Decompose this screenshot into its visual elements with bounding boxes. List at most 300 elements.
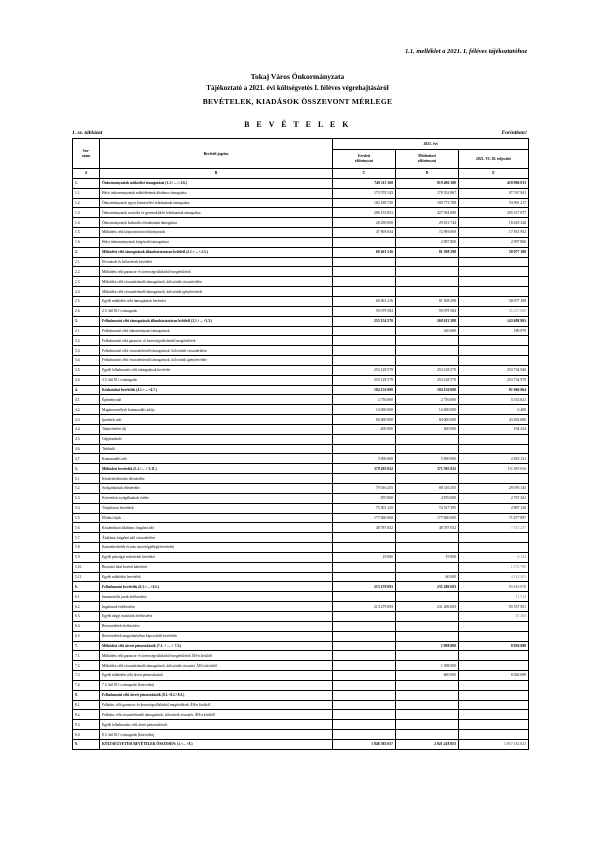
actual-amount: 16 618 326 (459, 218, 529, 228)
actual-amount: 8 826 698 (459, 641, 529, 651)
table-row (73, 523, 529, 533)
actual-amount: 2 997 800 (459, 237, 529, 247)
table-row (73, 474, 529, 484)
row-label: 3.5.-ből EU-s támogatás (100, 375, 333, 385)
actual-amount (459, 533, 529, 543)
original-amount (333, 237, 396, 247)
modified-amount: 268 012 388 (396, 316, 459, 326)
actual-amount: 8 826 698 (459, 671, 529, 681)
table-row (73, 434, 529, 444)
table-row (73, 316, 529, 326)
table-row (73, 621, 529, 631)
row-number: 2.2. (73, 267, 100, 277)
actual-amount (459, 631, 529, 641)
row-number: 1.5. (73, 228, 100, 238)
row-number: 5.2. (73, 484, 100, 494)
table-row (73, 454, 529, 464)
row-label: Tulajdonosi bevételek (100, 503, 333, 513)
actual-amount (459, 267, 529, 277)
table-row (73, 228, 529, 238)
row-label: Biztosító által fizetett kártérítés (100, 562, 333, 572)
row-number: 5.4. (73, 503, 100, 513)
original-amount (333, 631, 396, 641)
header-letter-d: D (396, 169, 459, 179)
modified-amount: 253 128 579 (396, 375, 459, 385)
row-label: Egyéb felhalmozási célú átvett pénzeszközök (100, 720, 333, 730)
row-label: Ellátási díjak (100, 513, 333, 523)
original-amount: 69 461 216 (333, 247, 396, 257)
row-label: Önkormányzatok szociális és gyermekjóléti feladatainak támogatása (100, 208, 333, 218)
table-row (73, 562, 529, 572)
original-amount (333, 730, 396, 740)
row-label: Önkormányzatok egyes köznevelési feladatainak támogatása (100, 198, 333, 208)
original-amount (333, 533, 396, 543)
modified-amount (396, 287, 459, 297)
modified-amount (396, 651, 459, 661)
row-number: 6.1. (73, 592, 100, 602)
modified-amount: 184 156 000 (396, 385, 459, 395)
modified-amount: 400 000 (396, 424, 459, 434)
actual-amount: 2 767 341 (459, 493, 529, 503)
header-actual: 2021. VI. 30. teljesítés (459, 150, 529, 169)
modified-amount (396, 336, 459, 346)
actual-amount: 47 264 (459, 611, 529, 621)
table-row (73, 552, 529, 562)
actual-amount: 11 314 (459, 592, 529, 602)
row-label: Szolgáltatások ellenértéke (100, 484, 333, 494)
row-number: 4.4. (73, 424, 100, 434)
actual-amount: 6 124 (459, 552, 529, 562)
row-label: Működési célú átvett pénzeszközök (7.1. + … + 7.3.) (100, 641, 333, 651)
row-number: 1.2. (73, 198, 100, 208)
modified-amount: 2 021 418 853 (396, 739, 459, 749)
modified-amount: 1 998 000 (396, 641, 459, 651)
actual-amount: 29 076 145 (459, 484, 529, 494)
row-number: 3.4. (73, 356, 100, 366)
actual-amount: 2 807 130 (459, 503, 529, 513)
row-label: Építményadó (100, 395, 333, 405)
table-row (73, 424, 529, 434)
row-number: 5.7. (73, 533, 100, 543)
actual-amount: 4 112 201 (459, 572, 529, 582)
modified-amount (396, 562, 459, 572)
actual-amount (459, 651, 529, 661)
actual-amount (459, 474, 529, 484)
table-row (73, 188, 529, 198)
modified-amount (396, 680, 459, 690)
table-row (73, 503, 529, 513)
actual-amount: 111 099 656 (459, 464, 529, 474)
table-row (73, 375, 529, 385)
table-body (73, 178, 529, 749)
row-number: 4.5. (73, 434, 100, 444)
original-amount: 870 000 (333, 493, 396, 503)
modified-amount: 48 787 652 (396, 523, 459, 533)
original-amount: 253 128 579 (333, 365, 396, 375)
table-row (73, 346, 529, 356)
table-row (73, 415, 529, 425)
table-row (73, 680, 529, 690)
row-number: 7.1. (73, 651, 100, 661)
original-amount: 19 000 (333, 552, 396, 562)
row-label: Kiszámlázott általános forgalmi adó (100, 523, 333, 533)
modified-amount: 59 079 584 (396, 306, 459, 316)
table-row (73, 336, 529, 346)
original-amount: 740 113 168 (333, 178, 396, 188)
original-amount (333, 720, 396, 730)
original-amount: 75 501 125 (333, 503, 396, 513)
row-label: Működési célú támogatások államháztartáson belülről (2.1.+…+.2.5.) (100, 247, 333, 257)
row-number: 6.2. (73, 602, 100, 612)
original-amount: 48 787 652 (333, 523, 396, 533)
actual-amount (459, 690, 529, 700)
original-amount: 400 000 (333, 424, 396, 434)
table-row (73, 710, 529, 720)
table-row (73, 237, 529, 247)
table-row (73, 493, 529, 503)
row-number: 5. (73, 464, 100, 474)
modified-amount (396, 434, 459, 444)
modified-amount (396, 592, 459, 602)
modified-amount: 177 000 000 (396, 513, 459, 523)
actual-amount: 6 400 (459, 405, 529, 415)
row-number: 8.1. (73, 700, 100, 710)
row-number: 6.4. (73, 621, 100, 631)
actual-amount (459, 680, 529, 690)
modified-amount: 231 286 693 (396, 582, 459, 592)
row-number: 4.2. (73, 405, 100, 415)
row-number: 7.2. (73, 661, 100, 671)
original-amount (333, 562, 396, 572)
header-letter-e: E (459, 169, 529, 179)
header-letter-b: B (100, 169, 333, 179)
row-number: 4.1. (73, 395, 100, 405)
actual-amount: 85 616 979 (459, 582, 529, 592)
actual-amount: 58 077 180 (459, 296, 529, 306)
original-amount: 69 461 216 (333, 296, 396, 306)
original-amount: 253 154 570 (333, 316, 396, 326)
row-number: 7.4. (73, 680, 100, 690)
row-label: Egyéb felhalmozási célú támogatások bevételei (100, 365, 333, 375)
original-amount (333, 641, 396, 651)
original-amount: 14 000 000 (333, 405, 396, 415)
actual-amount: 143 698 865 (459, 316, 529, 326)
modified-amount (396, 700, 459, 710)
row-label: 8.3.-ból EU-s támogatás (közvetlen) (100, 730, 333, 740)
row-number: 5.8. (73, 543, 100, 553)
table-row (73, 484, 529, 494)
original-amount (333, 277, 396, 287)
modified-amount (396, 444, 459, 454)
header-row-no: Sor- szám (73, 139, 100, 169)
row-number: 2.3. (73, 277, 100, 287)
row-label: Felhalmozási célú garancia- és kezességvállalásból megtérülések (100, 336, 333, 346)
table-row (73, 533, 529, 543)
row-label: Egyéb működési bevételek (100, 572, 333, 582)
modified-amount (396, 356, 459, 366)
table-row (73, 444, 529, 454)
original-amount (333, 434, 396, 444)
row-label: Részesedések megszűnéséhez kapcsolódó bevételek (100, 631, 333, 641)
row-label: Közvetített szolgáltatások értéke (100, 493, 333, 503)
modified-amount: 81 508 298 (396, 247, 459, 257)
row-number: 5.3. (73, 493, 100, 503)
original-amount: 28 290 000 (333, 218, 396, 228)
table-row (73, 208, 529, 218)
row-number: 1.6. (73, 237, 100, 247)
row-number: 2.4. (73, 287, 100, 297)
original-amount (333, 257, 396, 267)
row-label: Egyéb működési célú átvett pénzeszközök (100, 671, 333, 681)
original-amount (333, 572, 396, 582)
modified-amount: 253 128 579 (396, 365, 459, 375)
row-number: 3.5. (73, 365, 100, 375)
row-number: 4.6. (73, 444, 100, 454)
table-row (73, 611, 529, 621)
row-label: Kommunális adó (100, 454, 333, 464)
table-row (73, 277, 529, 287)
original-amount (333, 592, 396, 602)
original-amount (333, 287, 396, 297)
row-number: 8.4. (73, 730, 100, 740)
table-row (73, 641, 529, 651)
original-amount: 2 756 000 (333, 395, 396, 405)
report-subtitle: Tájékoztató a 2021. évi költségvetés I. féléves végrehajtásáról (206, 84, 389, 92)
row-label: Önkormányzatok kulturális feladatainak támogatása (100, 218, 333, 228)
original-amount (333, 326, 396, 336)
modified-amount (396, 474, 459, 484)
table-row (73, 198, 529, 208)
modified-amount (396, 346, 459, 356)
table-row (73, 543, 529, 553)
row-label: 7.3.-ból EU-s támogatás (közvetlen) (100, 680, 333, 690)
actual-amount (459, 356, 529, 366)
row-label: Kamatbevételek és más nyereségjellegű bevételek (100, 543, 333, 553)
row-number: 6.3. (73, 611, 100, 621)
row-label: Felhalmozási célú önkormányzati támogatások (100, 326, 333, 336)
row-label: Ingatlanok értékesítése (100, 602, 333, 612)
row-label: Működési célú visszatérítendő támogatások, kölcsönök visszatér. ÁH-n kívülről (100, 661, 333, 671)
actual-amount (459, 277, 529, 287)
actual-amount: 253 734 979 (459, 375, 529, 385)
row-label: Általános forgalmi adó visszatérítése (100, 533, 333, 543)
actual-amount (459, 700, 529, 710)
modified-amount: 4 870 000 (396, 493, 459, 503)
row-label: Felhalm. célú garancia- és kezességvállalásból megtérülések ÁH-n kívülről (100, 700, 333, 710)
modified-amount (396, 533, 459, 543)
modified-amount (396, 257, 459, 267)
row-label: Felhalm. célú visszatérítendő támogatások, kölcsönök visszatér. ÁH-n kívülről (100, 710, 333, 720)
modified-amount: 88 316 255 (396, 484, 459, 494)
original-amount: 213 279 693 (333, 582, 396, 592)
actual-amount: 253 734 940 (459, 365, 529, 375)
table-row (73, 572, 529, 582)
table-row (73, 513, 529, 523)
actual-amount: 2 825 121 (459, 454, 529, 464)
modified-amount: 371 505 032 (396, 464, 459, 474)
original-amount: 173 578 143 (333, 188, 396, 198)
table-row (73, 720, 529, 730)
actual-amount: 7 515 237 (459, 523, 529, 533)
row-label: Iparűzési adó (100, 415, 333, 425)
table-row (73, 257, 529, 267)
unit-label: Forintban! (501, 130, 527, 136)
row-number: 3. (73, 316, 100, 326)
row-label: Talajterhelési díj (100, 424, 333, 434)
modified-amount: 178 352 867 (396, 188, 459, 198)
actual-amount (459, 287, 529, 297)
row-label: Telekadó (100, 444, 333, 454)
balance-title: BEVÉTELEK, KIADÁSOK ÖSSZEVONT MÉRLEGE (202, 97, 393, 106)
row-number: 2.1. (73, 257, 100, 267)
table-row (73, 356, 529, 366)
original-amount: 5 000 000 (333, 454, 396, 464)
original-amount (333, 690, 396, 700)
actual-amount: 418 086 813 (459, 178, 529, 188)
page-title: Tokaj Város Önkormányzata (250, 72, 345, 81)
row-label: Felhalmozási bevételek (6.1.+…+6.5.) (100, 582, 333, 592)
actual-amount (459, 543, 529, 553)
actual-amount (459, 336, 529, 346)
table-row (73, 602, 529, 612)
modified-amount: 60 000 (396, 572, 459, 582)
table-row (73, 730, 529, 740)
row-label: Helyi önkormányzatok működésének általános támogatása (100, 188, 333, 198)
row-number: 6.5. (73, 631, 100, 641)
actual-amount: 85 557 921 (459, 602, 529, 612)
actual-amount: 43 492 000 (459, 415, 529, 425)
table-row (73, 739, 529, 749)
row-label: Működési célú visszatérítendő támogatások, kölcsönök visszatérülése (100, 277, 333, 287)
modified-amount: 195 772 789 (396, 198, 459, 208)
row-number: 3.6. (73, 375, 100, 385)
table-row (73, 651, 529, 661)
modified-amount (396, 720, 459, 730)
actual-amount: 17 851 952 (459, 228, 529, 238)
actual-amount: 81 966 064 (459, 385, 529, 395)
row-label: Gépjárműadó (100, 434, 333, 444)
original-amount: 182 189 720 (333, 198, 396, 208)
modified-amount: 84 000 000 (396, 415, 459, 425)
modified-amount: 14 000 000 (396, 405, 459, 415)
original-amount (333, 661, 396, 671)
modified-amount: 1 398 000 (396, 661, 459, 671)
table-row (73, 661, 529, 671)
modified-amount: 231 286 693 (396, 602, 459, 612)
modified-amount: 5 000 000 (396, 454, 459, 464)
modified-amount (396, 277, 459, 287)
header-letter-c: C (333, 169, 396, 179)
table-row (73, 405, 529, 415)
table-row (73, 385, 529, 395)
row-number: 5.11. (73, 572, 100, 582)
modified-amount: 600 000 (396, 671, 459, 681)
row-label: Felhalmozási célú visszatérítendő támogatások, kölcsönök visszatérülése (100, 346, 333, 356)
original-amount: 59 079 584 (333, 306, 396, 316)
actual-amount: 205 517 677 (459, 208, 529, 218)
row-number: 4.7. (73, 454, 100, 464)
original-amount (333, 356, 396, 366)
header-item: Bevételi jogcím (100, 139, 333, 169)
original-amount (333, 671, 396, 681)
original-amount (333, 680, 396, 690)
row-number: 5.1. (73, 474, 100, 484)
row-label: Közhatalmi bevételek (4.1.+…+4.7.) (100, 385, 333, 395)
row-number: 5.6. (73, 523, 100, 533)
row-label: Működési célú központosított előirányzatok (100, 228, 333, 238)
row-number: 1. (73, 178, 100, 188)
revenue-table (72, 138, 529, 750)
row-number: 3.3. (73, 346, 100, 356)
row-number: 2.6. (73, 306, 100, 316)
row-number: 8.2. (73, 710, 100, 720)
table-row (73, 671, 529, 681)
header-letter-a: A (73, 169, 100, 179)
actual-amount: 1 572 796 (459, 562, 529, 572)
table-row (73, 326, 529, 336)
actual-amount: 71 677 897 (459, 513, 529, 523)
row-label: Immateriális javak értékesítése (100, 592, 333, 602)
modified-amount: 427 934 880 (396, 208, 459, 218)
table-row (73, 306, 529, 316)
actual-amount: 97 767 941 (459, 188, 529, 198)
table-row (73, 582, 529, 592)
modified-amount: 72 993 600 (396, 228, 459, 238)
table-row (73, 464, 529, 474)
modified-amount (396, 710, 459, 720)
actual-amount: 45 257 009 (459, 306, 529, 316)
modified-amount: 819 486 380 (396, 178, 459, 188)
actual-amount (459, 621, 529, 631)
original-amount: 84 000 000 (333, 415, 396, 425)
table-row (73, 395, 529, 405)
table-row (73, 247, 529, 257)
modified-amount: 19 000 (396, 552, 459, 562)
table-row (73, 700, 529, 710)
row-number: 8. (73, 690, 100, 700)
row-label: Készletértékesítés ellenértéke (100, 474, 333, 484)
original-amount (333, 267, 396, 277)
actual-amount (459, 720, 529, 730)
original-amount: 177 000 000 (333, 513, 396, 523)
row-number: 7.3. (73, 671, 100, 681)
row-label: Egyéb tárgyi eszközök értékesítése (100, 611, 333, 621)
row-label: Elvonások és befizetések bevételei (100, 257, 333, 267)
original-amount (333, 621, 396, 631)
modified-amount (396, 611, 459, 621)
original-amount: 184 156 000 (333, 385, 396, 395)
row-number: 2. (73, 247, 100, 257)
row-number: 1.3. (73, 208, 100, 218)
row-label: 2.5.-ből EU-s támogatás (100, 306, 333, 316)
modified-amount: 2 756 000 (396, 395, 459, 405)
modified-amount: 320 680 (396, 326, 459, 336)
row-label: Működési célú garancia- és kezességvállalásból megtérülések (100, 267, 333, 277)
row-label: Felhalmozási célú visszatérítendő támogatások, kölcsönök igénybevétele (100, 356, 333, 366)
original-amount: 253 128 579 (333, 375, 396, 385)
actual-amount: 180 979 (459, 326, 529, 336)
modified-amount (396, 621, 459, 631)
actual-amount: 53 901 217 (459, 198, 529, 208)
row-number: 7. (73, 641, 100, 651)
actual-amount (459, 346, 529, 356)
original-amount (333, 543, 396, 553)
row-label: Működési célú garancia- és kezességvállalásból megtérülések ÁH-n kívülről (100, 651, 333, 661)
row-number: 8.3. (73, 720, 100, 730)
table-row (73, 631, 529, 641)
original-amount: 213 279 693 (333, 602, 396, 612)
original-amount: 79 016 255 (333, 484, 396, 494)
